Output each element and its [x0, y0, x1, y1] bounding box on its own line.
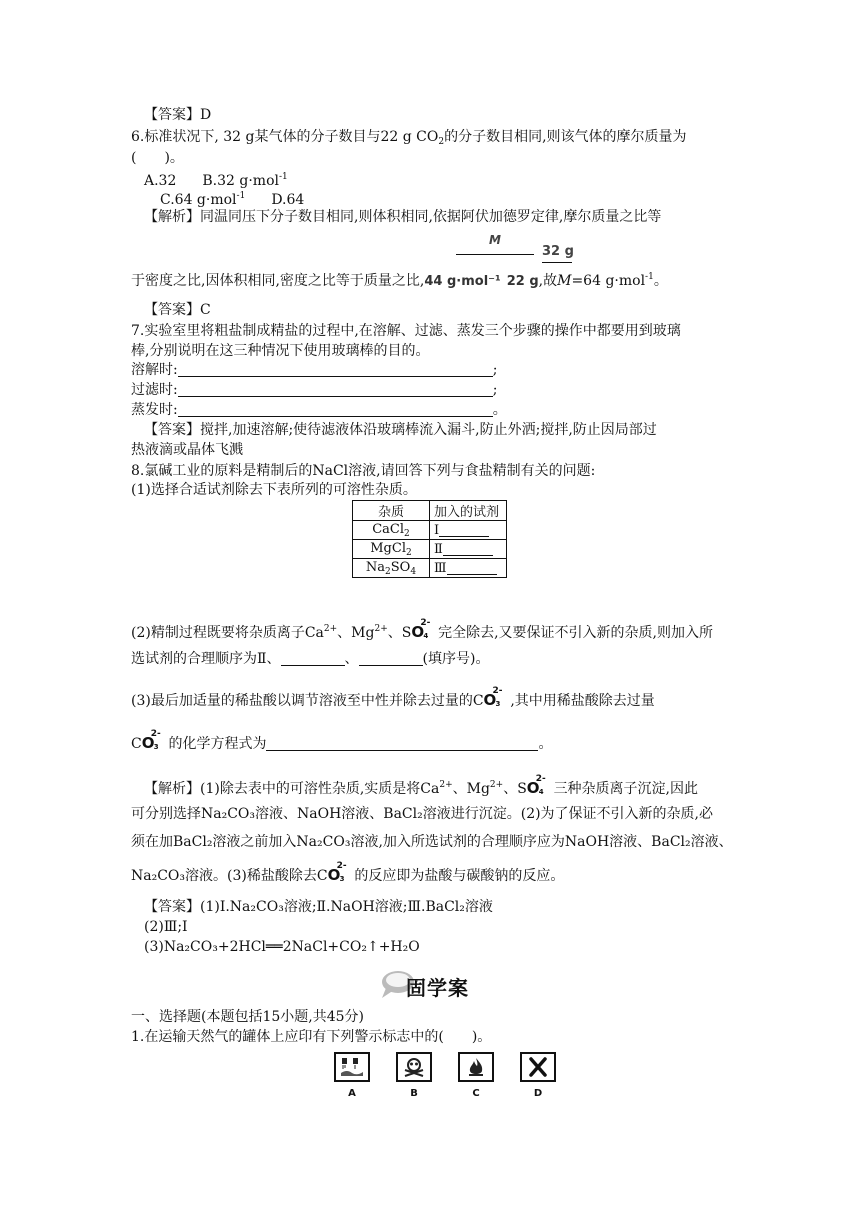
table-row — [353, 559, 507, 578]
q6-analysis-2: 于密度之比,因体积相同,密度之比等于质量之比,44 g·mol⁻¹ 22 g,故M=64 g·mol$^{-1}$。 — [131, 272, 668, 289]
q6-options-row2: C.64 g·mol$^{-1}$ D.64 — [160, 191, 305, 208]
reagent-blank-1[interactable] — [439, 522, 489, 537]
harmful-icon[interactable] — [520, 1052, 556, 1082]
q8-analysis-4: Na₂CO₃溶液。(3)稀盐酸除去CO 2- 3 的反应即为盐酸与碳酸钠的反应。 — [131, 861, 565, 884]
order-blank-2[interactable] — [359, 651, 423, 666]
fraction-bar-right — [542, 262, 572, 263]
table-row — [353, 540, 507, 559]
impurity-cell: $Na_2SO_4$ — [353, 559, 430, 578]
q1-stem: 1.在运输天然气的罐体上应印有下列警示标志中的( )。 — [131, 1029, 492, 1045]
q8-part2-line2: 选试剂的合理顺序为Ⅱ、 、 (填序号)。 — [131, 651, 490, 667]
toxic-icon[interactable] — [396, 1052, 432, 1082]
reagent-cell: Ⅱ — [430, 540, 507, 559]
q6-options-row1: A.32 B.32 g·mol$^{-1}$ — [144, 172, 288, 189]
sulfate-ion-glyph: O 2- 4 — [411, 618, 431, 641]
fraction-numerator-left: M — [489, 233, 501, 247]
table-row — [353, 521, 507, 540]
option-a: A.32 — [144, 173, 177, 189]
q6-stem: 6.标准状况下, 32 g某气体的分子数目与22 g $CO_2$的分子数目相同,则该气体的摩尔质量为 — [131, 129, 687, 147]
q8-part3-line2: CO 2- 3 的化学方程式为 。 — [131, 729, 553, 752]
q8-answer-1: 【答案】(1)Ⅰ.Na₂CO₃溶液;Ⅱ.NaOH溶液;Ⅲ.BaCl₂溶液 — [144, 899, 493, 915]
equation-blank[interactable] — [266, 736, 538, 751]
impurity-cell: MgCl$_2$ — [353, 540, 430, 559]
q8-answer-2: (2)Ⅲ;Ⅰ — [144, 919, 188, 935]
fraction-bar-left — [456, 254, 534, 255]
q5-answer: 【答案】D — [144, 107, 212, 123]
q7-answer-2: 热液滴或晶体飞溅 — [131, 442, 243, 458]
q6-analysis-1: 【解析】同温同压下分子数目相同,则体积相同,依据阿伏加德罗定律,摩尔质量之比等 — [144, 209, 662, 225]
q8-part1: (1)选择合适试剂除去下表所列的可溶性杂质。 — [131, 482, 417, 498]
carbonate-ion-glyph: O 2- 3 — [141, 729, 161, 752]
sign-label: C — [472, 1088, 480, 1099]
q8-analysis-3: 须在加BaCl₂溶液之前加入Na₂CO₃溶液,加入所选试剂的合理顺序应为NaOH溶液、BaCl₂溶液、 — [131, 834, 733, 850]
q7-evaporate-line: 蒸发时: 。 — [131, 402, 507, 418]
reagent-cell: Ⅰ — [430, 521, 507, 540]
sign-label: B — [410, 1088, 418, 1099]
evaporate-blank[interactable] — [178, 402, 493, 417]
option-c: C.64 g·mol — [160, 192, 237, 208]
sign-label: D — [533, 1088, 543, 1099]
option-d: D.64 — [271, 192, 305, 208]
order-blank-1[interactable] — [281, 651, 345, 666]
q7-dissolve-line: 溶解时: ; — [131, 362, 498, 378]
q8-part2-line1: (2)精制过程既要将杂质离子$Ca^{2+}$、$Mg^{2+}$、SO 2- 4 完全除去,又要保证不引入新的杂质,则加入所 — [131, 618, 714, 641]
reagent-blank-2[interactable] — [443, 541, 493, 556]
flammable-icon[interactable] — [458, 1052, 494, 1082]
q7-stem-1: 7.实验室里将粗盐制成精盐的过程中,在溶解、过滤、蒸发三个步骤的操作中都要用到玻璃 — [131, 323, 681, 339]
sulfate-ion-glyph: O 2- 4 — [526, 774, 546, 797]
q8-analysis-1: 【解析】(1)除去表中的可溶性杂质,实质是将$Ca^{2+}$、$Mg^{2+}$、SO 2- 4 三种杂质离子沉淀,因此 — [144, 774, 699, 797]
sign-label: A — [348, 1088, 356, 1099]
q8-stem: 8.氯碱工业的原料是精制后的NaCl溶液,请回答下列与食盐精制有关的问题: — [131, 463, 596, 479]
dissolve-blank[interactable] — [178, 362, 493, 377]
reagent-cell: Ⅲ — [430, 559, 507, 578]
q6-stem-paren: ( )。 — [131, 150, 184, 166]
table-header-impurity: 杂质 — [353, 501, 430, 521]
q8-answer-3: (3)Na₂CO₃+2HCl══2NaCl+CO₂↑+H₂O — [144, 939, 420, 955]
q8-part3-line1: (3)最后加适量的稀盐酸以调节溶液至中性并除去过量的CO 2- 3 ,其中用稀盐酸除去过量 — [131, 686, 655, 709]
fraction-numerator-right: 32 g — [542, 244, 574, 259]
banner-title: 固学案 — [406, 976, 469, 1000]
section-title: 一、选择题(本题包括15小题,共45分) — [131, 1009, 365, 1025]
filter-blank[interactable] — [178, 382, 493, 397]
q7-filter-line: 过滤时: ; — [131, 382, 498, 398]
impurity-cell: CaCl$_2$ — [353, 521, 430, 540]
q8-analysis-2: 可分别选择Na₂CO₃溶液、NaOH溶液、BaCl₂溶液进行沉淀。(2)为了保证不引入新的杂质,必 — [131, 806, 714, 822]
option-b: B.32 g·mol — [202, 173, 279, 189]
warning-signs — [334, 1052, 556, 1102]
table-header-row — [353, 501, 507, 521]
reagent-blank-3[interactable] — [447, 560, 497, 575]
q7-answer-1: 【答案】搅拌,加速溶解;使待滤液体沿玻璃棒流入漏斗,防止外洒;搅拌,防止因局部过 — [144, 422, 657, 438]
corrosive-icon[interactable] — [334, 1052, 370, 1082]
impurity-table — [352, 500, 507, 578]
section-banner — [380, 968, 480, 1000]
q7-stem-2: 棒,分别说明在这三种情况下使用玻璃棒的目的。 — [131, 343, 430, 359]
carbonate-ion-glyph: O 2- 3 — [483, 686, 503, 709]
q6-answer: 【答案】C — [144, 302, 211, 318]
table-header-reagent: 加入的试剂 — [430, 501, 507, 521]
carbonate-ion-glyph: O 2- 3 — [327, 861, 347, 884]
